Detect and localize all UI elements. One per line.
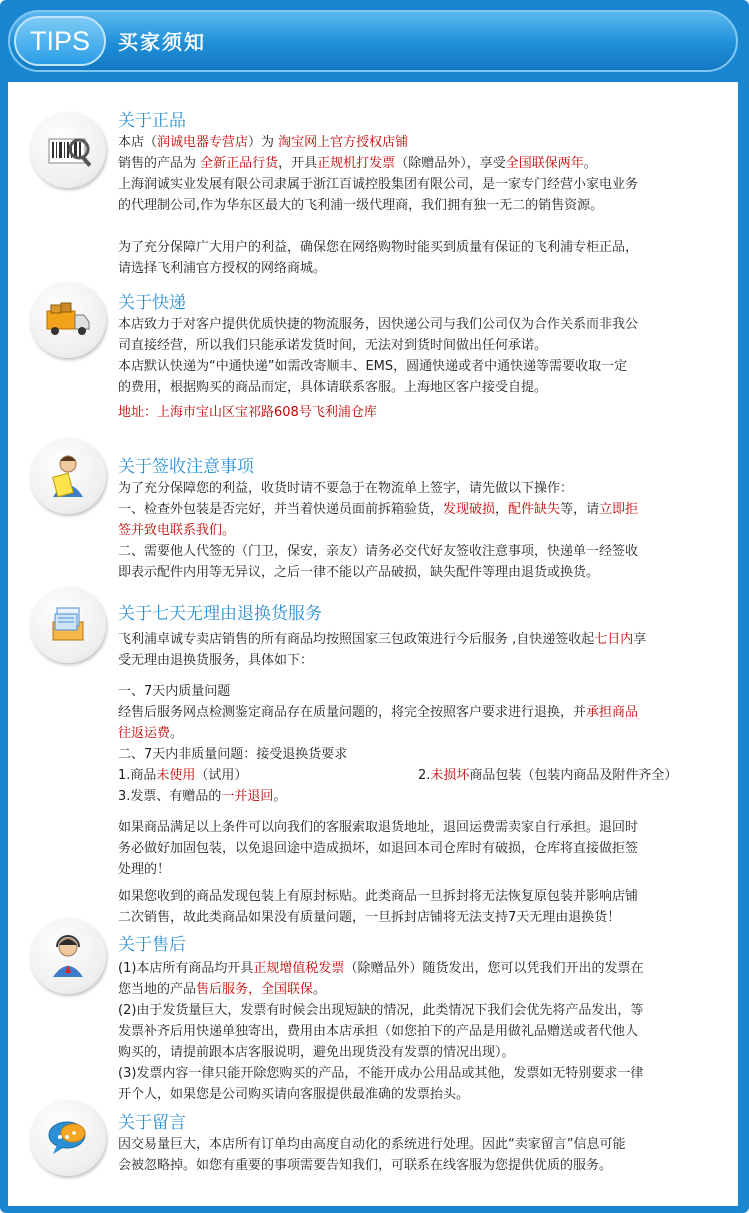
customer-service-agent-icon xyxy=(30,918,106,994)
section-title: 关于留言 xyxy=(118,1113,186,1133)
document-stack-icon xyxy=(30,587,106,663)
text-line: 司直接经营，所以我们只能承诺发货时间，无法对到货时间做出任何承诺。 xyxy=(118,338,548,353)
text-line: (3)发票内容一律只能开除您购买的产品，不能开成办公用品或其他，发票如无特别要求一律 xyxy=(118,1066,644,1081)
warehouse-address: 地址：上海市宝山区宝祁路608号飞利浦仓库 xyxy=(118,405,377,420)
tips-badge: TIPS xyxy=(14,16,106,66)
text-line: 一、7天内质量问题 xyxy=(118,684,231,699)
text-line: 的费用，根据购买的商品而定，具体请联系客服。上海地区客户接受自提。 xyxy=(118,380,548,395)
text-line: 二、7天内非质量问题：接受退换货要求 xyxy=(118,747,348,762)
text-line: 开个人，如果您是公司购买请向客服提供最准确的发票抬头。 xyxy=(118,1087,470,1102)
section-body xyxy=(118,1134,718,1176)
text-line: 如果商品满足以上条件可以向我们的客服索取退货地址，退回运费需卖家自行承担。退回时 xyxy=(118,820,639,835)
text-line: 为了充分保障您的利益，收货时请不要急于在物流单上签字，请先做以下操作： xyxy=(118,481,574,496)
text-line: 往返运费。 xyxy=(118,726,184,741)
person-with-document-icon xyxy=(30,438,106,514)
text-line: 请选择飞利浦官方授权的网络商城。 xyxy=(118,261,327,276)
text-line: 受无理由退换货服务，具体如下： xyxy=(118,653,314,668)
text-line: 上海润诚实业发展有限公司隶属于浙江百诚控股集团有限公司，是一家专门经营小家电业务 xyxy=(118,177,639,192)
section-body xyxy=(118,958,718,1105)
page-title: 买家须知 xyxy=(118,30,206,54)
text-line: 经售后服务网点检测鉴定商品存在质量问题的，将完全按照客户要求进行退换，并承担商品 xyxy=(118,705,639,720)
text-line: 为了充分保障广大用户的利益，确保您在网络购物时能买到质量有保证的飞利浦专柜正品， xyxy=(118,240,639,255)
text-line: 即表示配件内用等无异议，之后一律不能以产品破损，缺失配件等理由退货或换货。 xyxy=(118,565,600,580)
section-body xyxy=(118,629,718,928)
text-line: 销售的产品为 全新正品行货，开具正规机打发票（除赠品外），享受全国联保两年。 xyxy=(118,156,597,171)
text-line: 会被忽略掉。如您有重要的事项需要告知我们，可联系在线客服为您提供优质的服务。 xyxy=(118,1158,613,1173)
text-line: 您当地的产品售后服务，全国联保。 xyxy=(118,982,327,997)
text-line: 务必做好加固包装，以免退回途中造成损坏，如退回本司仓库时有破损，仓库将直接做拒签 xyxy=(118,841,639,856)
text-line: (2)由于发货量巨大，发票有时候会出现短缺的情况，此类情况下我们会优先将产品发出，等 xyxy=(118,1003,644,1018)
section-title: 关于快递 xyxy=(118,293,186,313)
text-line: 购买的，请提前跟本店客服说明，避免出现货没有发票的情况出现）。 xyxy=(118,1045,515,1060)
header-banner xyxy=(8,10,738,72)
section-body xyxy=(118,478,718,583)
text-line: 处理的！ xyxy=(118,862,171,877)
section-title: 关于签收注意事项 xyxy=(118,457,254,477)
section-title: 关于七天无理由退换货服务 xyxy=(118,604,322,624)
text-line: 1.商品未使用（试用） 2.未损坏商品包装（包装内商品及附件齐全） xyxy=(118,768,678,783)
text-line: 签并致电联系我们。 xyxy=(118,523,236,538)
text-line: 飞利浦卓诚专卖店销售的所有商品均按照国家三包政策进行今后服务 ,自快递签收起七日内享 xyxy=(118,632,647,647)
text-line: (1)本店所有商品均开具正规增值税发票（除赠品外）随货发出，您可以凭我们开出的发票在 xyxy=(118,961,644,976)
section-title: 关于售后 xyxy=(118,935,186,955)
text-line: 二、需要他人代签的（门卫，保安，亲友）请务必交代好友签收注意事项，快递单一经签收 xyxy=(118,544,639,559)
text-line: 一、检查外包装是否完好，并当着快递员面前拆箱验货，发现破损，配件缺失等，请立即拒 xyxy=(118,502,639,517)
text-line: 如果您收到的商品发现包装上有原封标贴。此类商品一旦拆封将无法恢复原包装并影响店铺 xyxy=(118,889,639,904)
text-line: 二次销售，故此类商品如果没有质量问题，一旦拆封店铺将无法支持7天无理由退换货！ xyxy=(118,910,621,925)
text-line: 发票补齐后用快递单独寄出，费用由本店承担（如您拍下的产品是用做礼品赠送或者代他人 xyxy=(118,1024,639,1039)
text-line: 本店默认快递为“中通快递”如需改寄顺丰、EMS，圆通快递或者中通快递等需要收取一定 xyxy=(118,359,628,374)
text-line: 因交易量巨大，本店所有订单均由高度自动化的系统进行处理。因此“卖家留言”信息可能 xyxy=(118,1137,626,1152)
speech-bubble-icon xyxy=(30,1100,106,1176)
section-body xyxy=(118,314,718,423)
text-line: 3.发票、有赠品的一并退回。 xyxy=(118,789,287,804)
section-title: 关于正品 xyxy=(118,111,186,131)
text-line: 本店（润诚电器专营店）为 淘宝网上官方授权店铺 xyxy=(118,135,409,150)
barcode-scanner-icon xyxy=(30,112,106,188)
text-line: 的代理制公司,作为华东区最大的飞利浦一级代理商，我们拥有独一无二的销售资源。 xyxy=(118,198,604,213)
section-body xyxy=(118,132,718,279)
content-panel xyxy=(8,82,738,1206)
delivery-truck-icon xyxy=(30,282,106,358)
text-line: 本店致力于对客户提供优质快捷的物流服务，因快递公司与我们公司仅为合作关系而非我公 xyxy=(118,317,639,332)
